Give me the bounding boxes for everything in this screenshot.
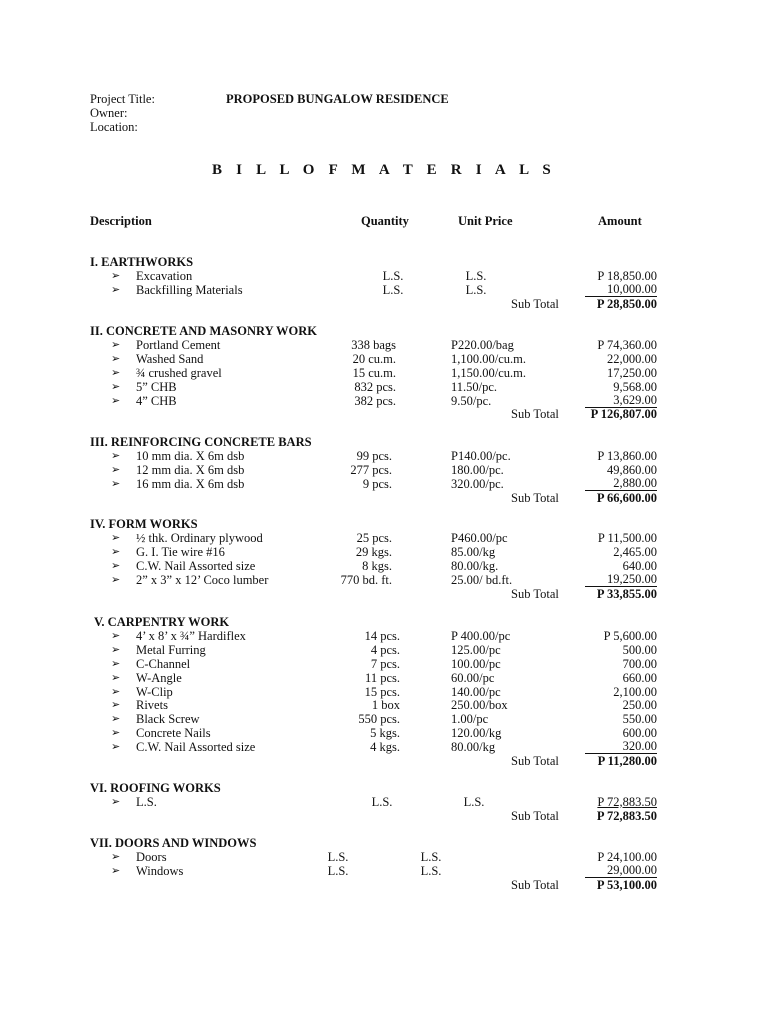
item-quantity: 25 pcs.	[356, 530, 392, 545]
item-amount: P 74,360.00	[597, 337, 657, 352]
item-description: W-Angle	[136, 670, 182, 685]
item-quantity: 382 pcs.	[354, 393, 396, 408]
item-unit-price: 80.00/kg.	[451, 558, 499, 573]
bullet-icon: ➢	[111, 449, 121, 462]
item-quantity: 29 kgs.	[355, 544, 392, 559]
item-description: Backfilling Materials	[136, 282, 243, 297]
subtotal-amount: P 28,850.00	[596, 296, 657, 311]
bullet-icon: ➢	[111, 269, 121, 282]
column-header-amount: Amount	[598, 214, 642, 228]
item-amount: 320.00	[585, 740, 657, 754]
item-unit-price: 1.00/pc	[451, 712, 489, 727]
subtotal-amount: P 66,600.00	[596, 490, 657, 505]
item-unit-price: P220.00/bag	[451, 337, 514, 352]
section-heading: VI. ROOFING WORKS	[90, 781, 221, 795]
item-description: C.W. Nail Assorted size	[136, 558, 256, 573]
subtotal-amount: P 33,855.00	[596, 586, 657, 601]
item-quantity: 770 bd. ft.	[340, 572, 392, 587]
item-description: Black Screw	[136, 712, 200, 727]
item-description: Windows	[136, 863, 184, 878]
item-amount: P 13,860.00	[597, 448, 657, 463]
item-quantity: 99 pcs.	[356, 448, 392, 463]
item-description: Doors	[136, 849, 167, 864]
column-header-description: Description	[90, 214, 152, 228]
item-description: 4” CHB	[136, 393, 177, 408]
bullet-icon: ➢	[111, 850, 121, 863]
item-amount: 29,000.00	[585, 864, 657, 878]
item-amount: 10,000.00	[585, 283, 657, 297]
subtotal-amount: P 126,807.00	[590, 407, 657, 422]
subtotal-label: Sub Total	[511, 754, 559, 768]
bullet-icon: ➢	[111, 741, 121, 754]
item-unit-price: P 400.00/pc	[451, 628, 511, 643]
bullet-icon: ➢	[111, 545, 121, 558]
item-quantity: 4 kgs.	[370, 740, 400, 755]
section-heading: V. CARPENTRY WORK	[94, 615, 230, 629]
bullet-icon: ➢	[111, 657, 121, 670]
item-amount: 600.00	[622, 726, 657, 741]
bullet-icon: ➢	[111, 795, 121, 808]
item-unit-price: P140.00/pc.	[451, 448, 511, 463]
item-unit-price: 125.00/pc	[451, 642, 501, 657]
section-heading: III. REINFORCING CONCRETE BARS	[90, 435, 312, 449]
subtotal-amount: P 72,883.50	[596, 808, 657, 823]
bullet-icon: ➢	[111, 283, 121, 296]
item-quantity: 9 pcs.	[362, 476, 392, 491]
item-description: ¾ crushed gravel	[136, 365, 222, 380]
item-quantity: 14 pcs.	[364, 628, 400, 643]
item-quantity: 832 pcs.	[354, 379, 396, 394]
item-amount: 2,100.00	[613, 684, 657, 699]
item-quantity: L.S.	[371, 794, 393, 809]
column-header-quantity: Quantity	[361, 214, 409, 228]
item-unit-price: 85.00/kg	[451, 544, 496, 559]
item-amount: 2,880.00	[585, 477, 657, 491]
subtotal-label: Sub Total	[511, 296, 559, 311]
item-description: C.W. Nail Assorted size	[136, 740, 256, 755]
item-quantity: 277 pcs.	[350, 462, 392, 477]
item-amount: 19,250.00	[585, 573, 657, 587]
item-amount: P 11,500.00	[597, 530, 657, 545]
subtotal-label: Sub Total	[511, 407, 559, 422]
item-amount: 9,568.00	[613, 379, 657, 394]
bullet-icon: ➢	[111, 671, 121, 684]
item-unit-price: L.S.	[465, 268, 487, 283]
bullet-icon: ➢	[111, 463, 121, 476]
bullet-icon: ➢	[111, 727, 121, 740]
item-amount: 250.00	[622, 698, 657, 713]
item-description: G. I. Tie wire #16	[136, 544, 225, 559]
item-unit-price: L.S.	[420, 863, 442, 878]
subtotal-label: Sub Total	[511, 808, 559, 823]
bullet-icon: ➢	[111, 643, 121, 656]
item-unit-price: L.S.	[420, 849, 442, 864]
project-title-label: Project Title:	[90, 92, 155, 106]
item-amount: 640.00	[622, 558, 657, 573]
item-description: Excavation	[136, 268, 193, 283]
item-quantity: 550 pcs.	[358, 712, 400, 727]
item-amount: 700.00	[622, 656, 657, 671]
item-description: 5” CHB	[136, 379, 177, 394]
item-description: C-Channel	[136, 656, 191, 671]
project-title-value: PROPOSED BUNGALOW RESIDENCE	[226, 92, 449, 106]
item-amount: 550.00	[622, 712, 657, 727]
item-description: Washed Sand	[136, 351, 204, 366]
item-amount: 500.00	[622, 642, 657, 657]
item-unit-price: 60.00/pc	[451, 670, 495, 685]
item-amount: P 18,850.00	[597, 268, 657, 283]
bullet-icon: ➢	[111, 394, 121, 407]
item-amount: 3,629.00	[585, 394, 657, 408]
bullet-icon: ➢	[111, 629, 121, 642]
bullet-icon: ➢	[111, 713, 121, 726]
subtotal-amount: P 53,100.00	[596, 877, 657, 892]
item-quantity: 5 kgs.	[370, 726, 400, 741]
item-quantity: L.S.	[382, 268, 404, 283]
subtotal-label: Sub Total	[511, 490, 559, 505]
document-title: B I L L O F M A T E R I A L S	[212, 162, 556, 178]
location-label: Location:	[90, 120, 138, 134]
item-description: W-Clip	[136, 684, 173, 699]
subtotal-amount: P 11,280.00	[597, 754, 657, 768]
section-heading: II. CONCRETE AND MASONRY WORK	[90, 324, 318, 338]
item-amount: P 72,883.50	[597, 794, 657, 809]
item-amount: P 24,100.00	[597, 849, 657, 864]
subtotal-label: Sub Total	[511, 877, 559, 892]
item-description: Rivets	[136, 698, 168, 713]
item-unit-price: L.S.	[465, 282, 487, 297]
item-unit-price: 180.00/pc.	[451, 462, 504, 477]
item-amount: 660.00	[622, 670, 657, 685]
bullet-icon: ➢	[111, 352, 121, 365]
item-description: Metal Furring	[136, 642, 206, 657]
item-quantity: 15 pcs.	[364, 684, 400, 699]
item-unit-price: 320.00/pc.	[451, 476, 504, 491]
item-quantity: 8 kgs.	[362, 558, 392, 573]
item-unit-price: 140.00/pc	[451, 684, 501, 699]
item-amount: 17,250.00	[607, 365, 657, 380]
bullet-icon: ➢	[111, 685, 121, 698]
item-quantity: L.S.	[382, 282, 404, 297]
item-unit-price: L.S.	[463, 794, 485, 809]
item-quantity: L.S.	[327, 849, 349, 864]
bullet-icon: ➢	[111, 477, 121, 490]
item-quantity: 15 cu.m.	[352, 365, 396, 380]
item-unit-price: 250.00/box	[451, 698, 508, 713]
item-unit-price: 9.50/pc.	[451, 393, 492, 408]
item-description: 4’ x 8’ x ¾” Hardiflex	[136, 628, 246, 643]
item-unit-price: 25.00/ bd.ft.	[451, 572, 513, 587]
bullet-icon: ➢	[111, 366, 121, 379]
item-description: 10 mm dia. X 6m dsb	[136, 448, 245, 463]
item-unit-price: 1,100.00/cu.m.	[451, 351, 526, 366]
owner-label: Owner:	[90, 106, 128, 120]
bullet-icon: ➢	[111, 699, 121, 712]
item-description: 12 mm dia. X 6m dsb	[136, 462, 245, 477]
bullet-icon: ➢	[111, 573, 121, 586]
item-description: L.S.	[136, 794, 157, 809]
item-quantity: 7 pcs.	[370, 656, 400, 671]
item-description: 2” x 3” x 12’ Coco lumber	[136, 572, 269, 587]
item-quantity: 20 cu.m.	[352, 351, 396, 366]
item-amount: 49,860.00	[607, 462, 657, 477]
item-description: 16 mm dia. X 6m dsb	[136, 476, 245, 491]
item-quantity: 4 pcs.	[370, 642, 400, 657]
item-unit-price: 120.00/kg	[451, 726, 502, 741]
item-quantity: 1 box	[371, 698, 400, 713]
item-description: ½ thk. Ordinary plywood	[136, 530, 263, 545]
item-quantity: 11 pcs.	[365, 670, 400, 685]
bullet-icon: ➢	[111, 380, 121, 393]
bullet-icon: ➢	[111, 864, 121, 877]
item-quantity: 338 bags	[351, 337, 396, 352]
item-amount: 2,465.00	[613, 544, 657, 559]
item-description: Concrete Nails	[136, 726, 211, 741]
item-amount: 22,000.00	[607, 351, 657, 366]
bullet-icon: ➢	[111, 559, 121, 572]
item-unit-price: P460.00/pc	[451, 530, 508, 545]
bullet-icon: ➢	[111, 531, 121, 544]
section-heading: I. EARTHWORKS	[90, 255, 194, 269]
item-unit-price: 100.00/pc	[451, 656, 501, 671]
item-quantity: L.S.	[327, 863, 349, 878]
section-heading: IV. FORM WORKS	[90, 517, 198, 531]
item-unit-price: 80.00/kg	[451, 740, 496, 755]
bullet-icon: ➢	[111, 338, 121, 351]
item-description: Portland Cement	[136, 337, 221, 352]
item-unit-price: 11.50/pc.	[451, 379, 498, 394]
item-amount: P 5,600.00	[603, 628, 657, 643]
item-unit-price: 1,150.00/cu.m.	[451, 365, 526, 380]
section-heading: VII. DOORS AND WINDOWS	[90, 836, 257, 850]
column-header-unit-price: Unit Price	[458, 214, 513, 228]
subtotal-label: Sub Total	[511, 586, 559, 601]
